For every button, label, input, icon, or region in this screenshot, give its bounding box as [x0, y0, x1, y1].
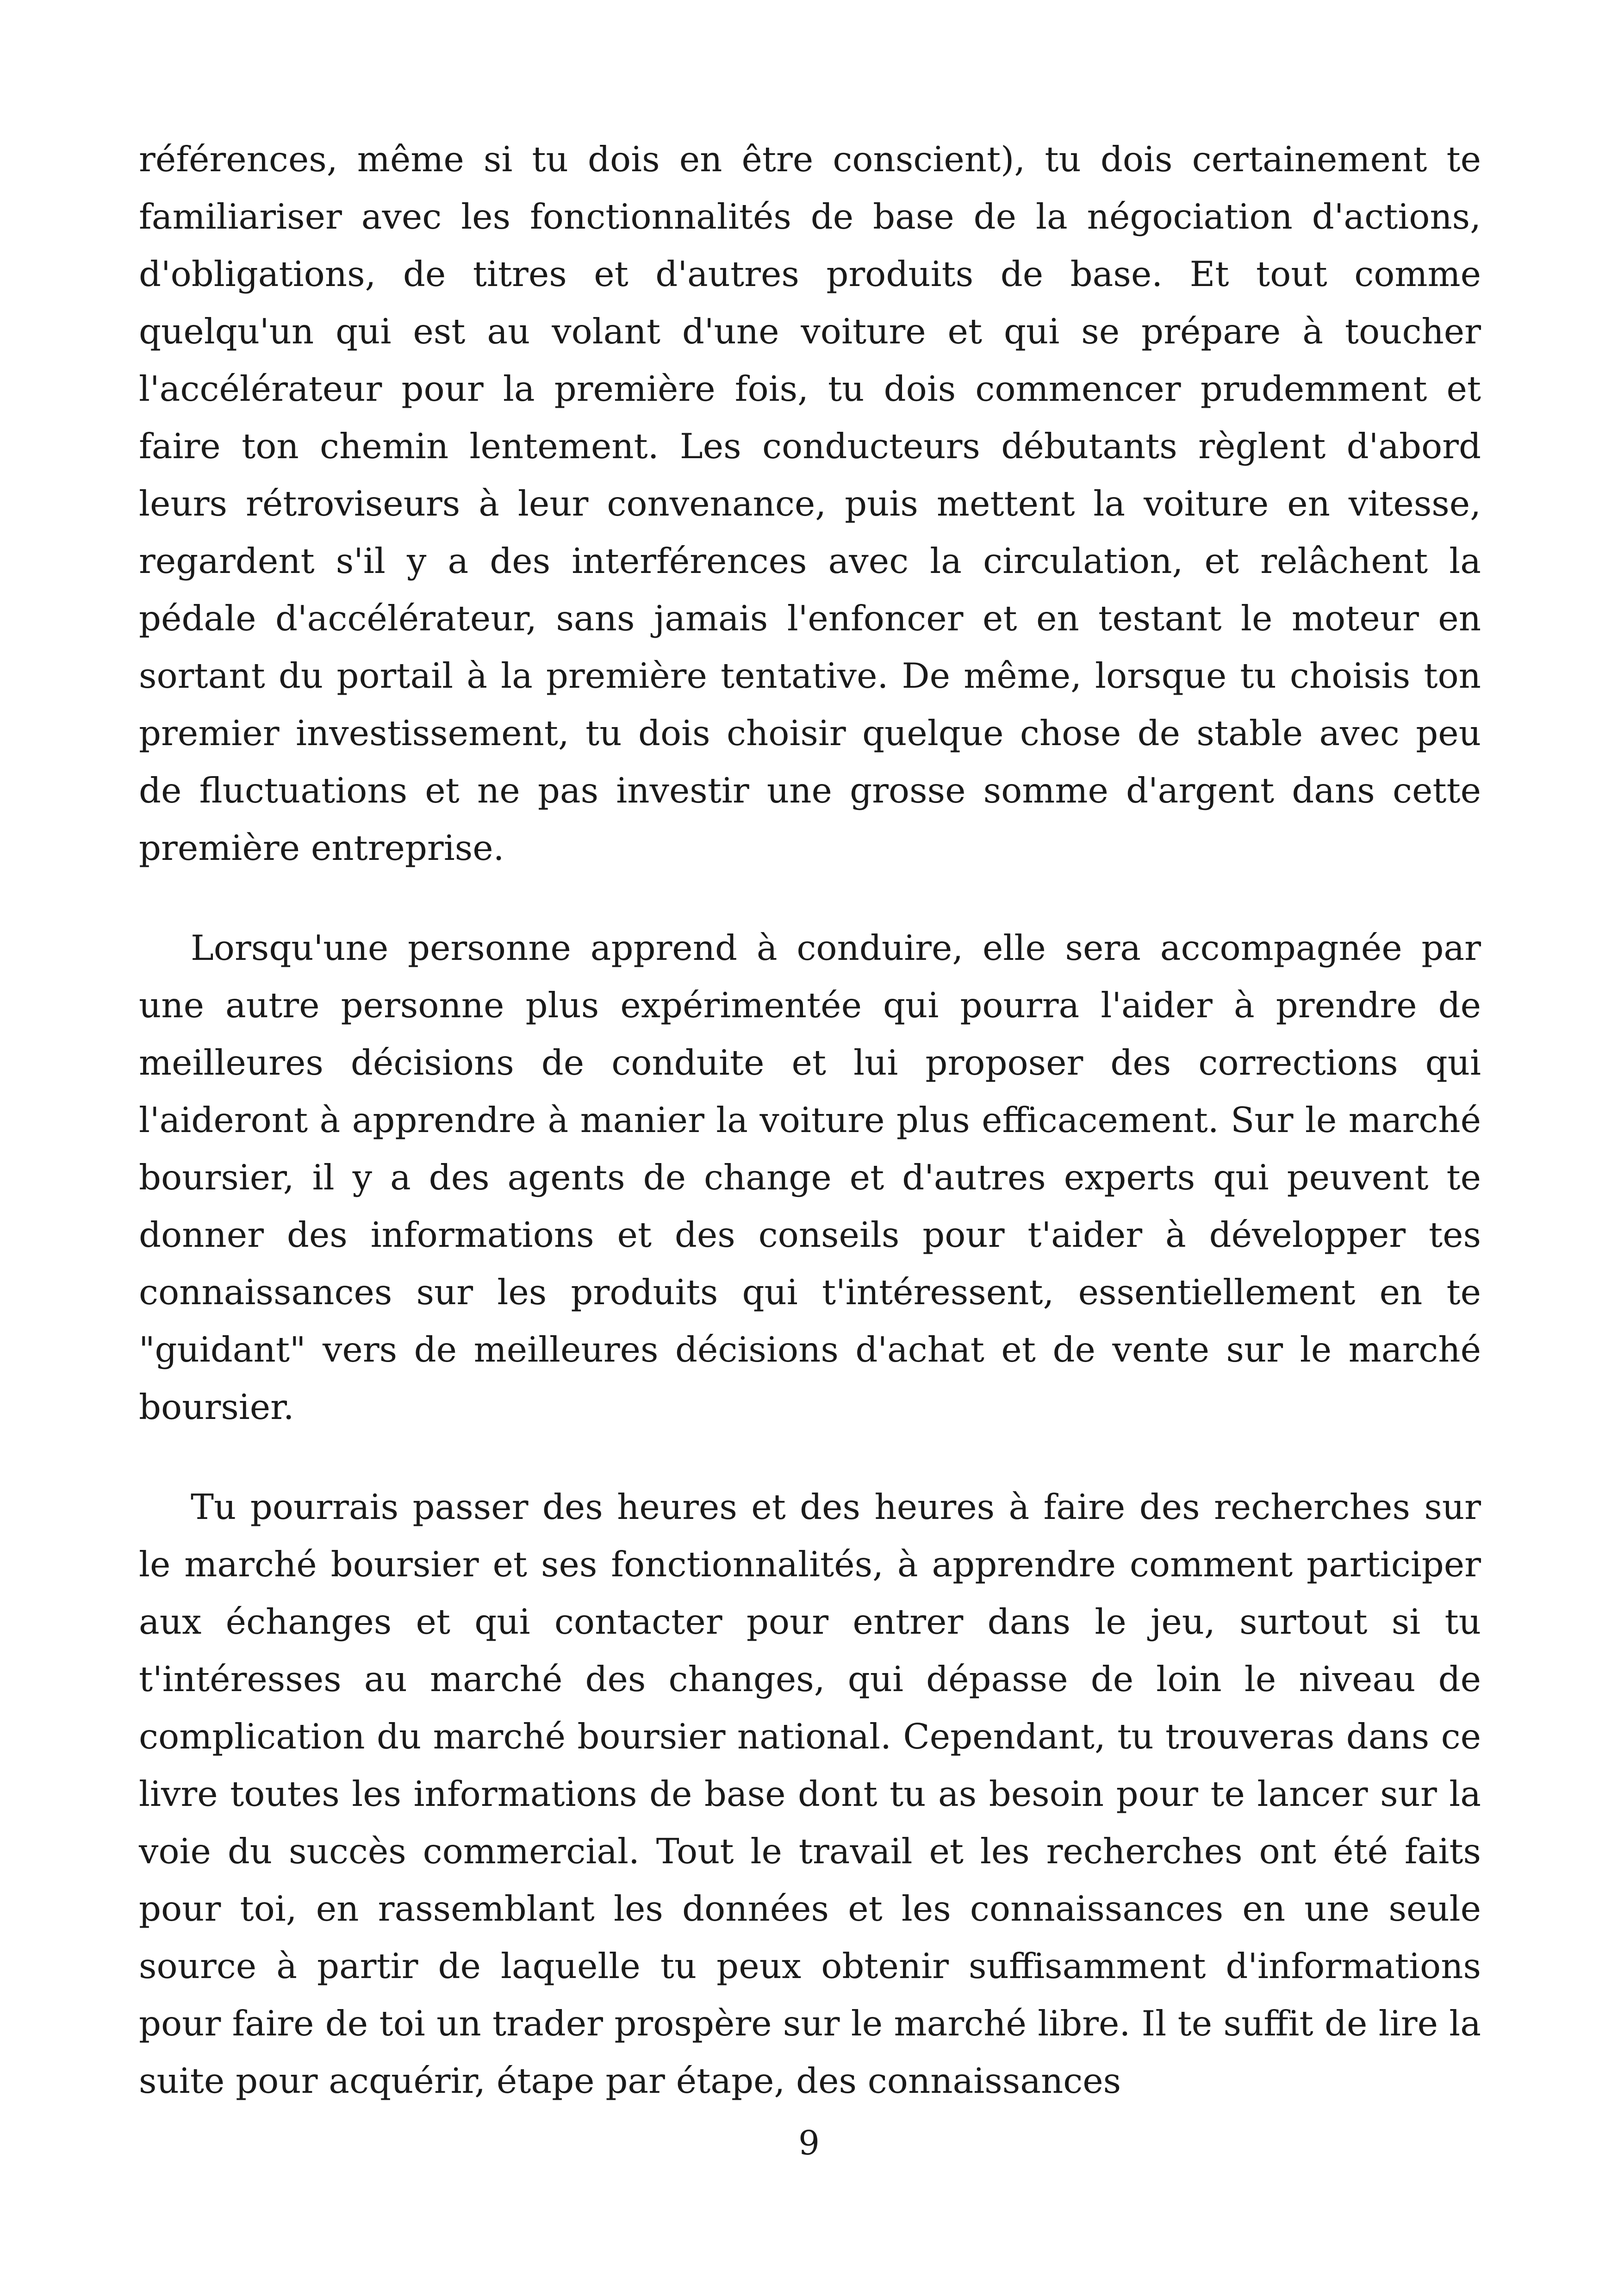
page-number: 9 [798, 2123, 820, 2162]
paragraph-1: références, même si tu dois en être conscient), tu dois certainement te familiariser avec les fonctionnalités de base de la négociation d'actions, d'obligations, de titres et d'autres produits de base. Et tout comme quelqu'un qui est au volant d'une voiture et qui se prépare à toucher l'accélérateur pour la première fois, tu dois commencer prudemment et faire ton chemin lentement. Les conducteurs débutants règlent d'abord leurs rétroviseurs à leur convenance, puis mettent la voiture en vitesse, regardent s'il y a des interférences avec la circulation, et relâchent la pédale d'accélérateur, sans jamais l'enfoncer et en testant le moteur en sortant du portail à la première tentative. De même, lorsque tu choisis ton premier investissement, tu dois choisir quelque chose de stable avec peu de fluctuations et ne pas investir une grosse somme d'argent dans cette première entreprise. [139, 139, 1481, 868]
paragraph-2: Lorsqu'une personne apprend à conduire, elle sera accompagnée par une autre personne plus expérimentée qui pourra l'aider à prendre de meilleures décisions de conduite et lui proposer des corrections qui l'aideront à apprendre à manier la voiture plus efficacement. Sur le marché boursier, il y a des agents de change et d'autres experts qui peuvent te donner des informations et des conseils pour t'aider à développer tes connaissances sur les produits qui t'intéressent, essentiellement en te "guidant" vers de meilleures décisions d'achat et de vente sur le marché boursier. [139, 927, 1481, 1427]
body-text [139, 131, 1481, 2109]
paragraph-3: Tu pourrais passer des heures et des heures à faire des recherches sur le marché boursier et ses fonctionnalités, à apprendre comment participer aux échanges et qui contacter pour entrer dans le jeu, surtout si tu t'intéresses au marché des changes, qui dépasse de loin le niveau de complication du marché boursier national. Cependant, tu trouveras dans ce livre toutes les informations de base dont tu as besoin pour te lancer sur la voie du succès commercial. Tout le travail et les recherches ont été faits pour toi, en rassemblant les données et les connaissances en une seule source à partir de laquelle tu peux obtenir suffisamment d'informations pour faire de toi un trader prospère sur le marché libre. Il te suffit de lire la suite pour acquérir, étape par étape, des connaissances [139, 1487, 1481, 2101]
